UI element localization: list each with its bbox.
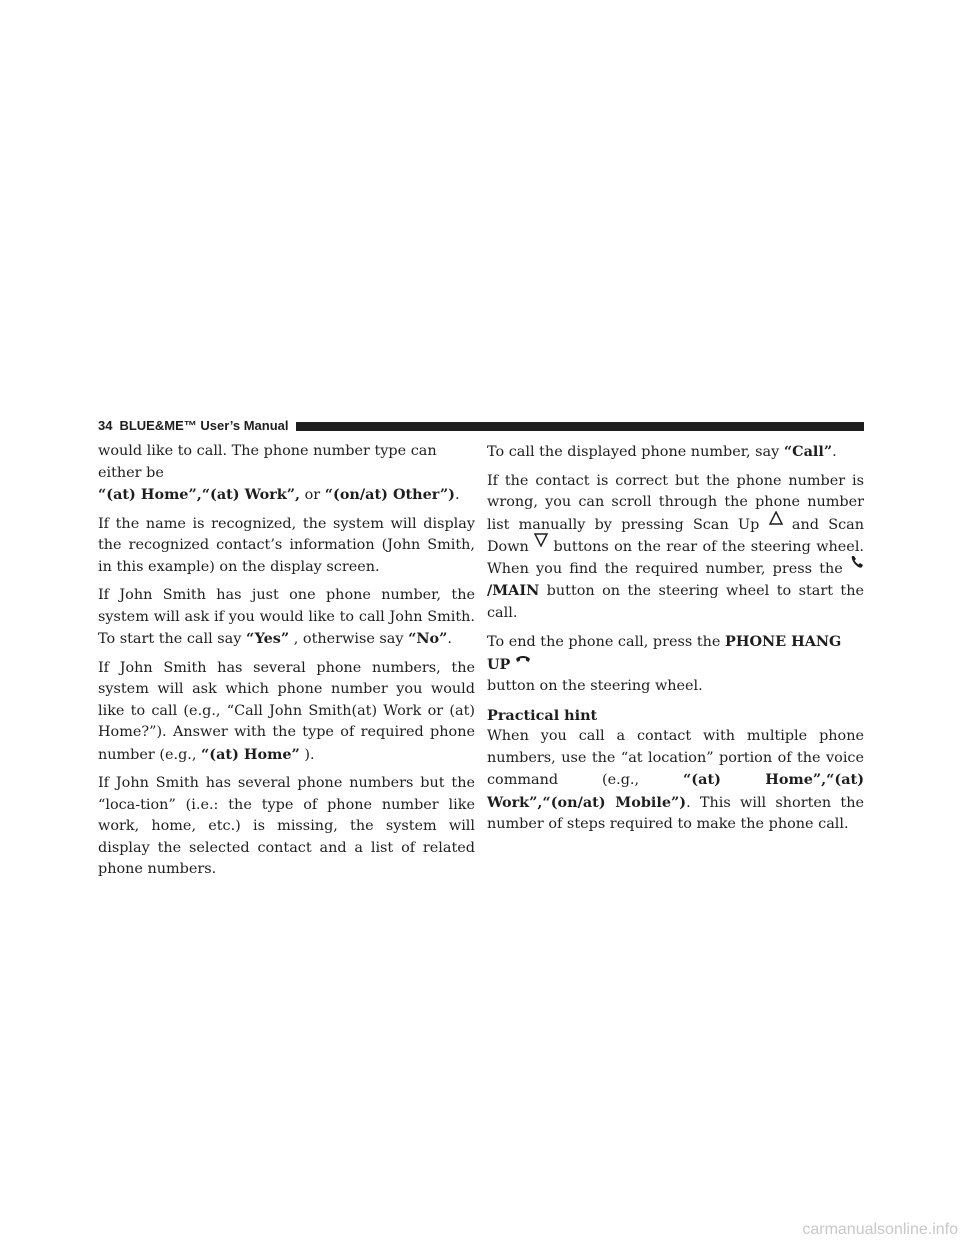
practical-hint-heading: Practical hint (487, 706, 598, 724)
paragraph-number-types (98, 441, 475, 507)
header-text (98, 418, 289, 434)
left-column (98, 441, 475, 888)
command-call: “Call” (783, 443, 833, 460)
text-run: . (454, 487, 460, 503)
text-run: To call the displayed phone number, say (487, 444, 784, 460)
command-yes: “Yes” (245, 630, 290, 647)
text-run: button on the steering wheel. (487, 678, 703, 695)
right-column (487, 441, 864, 843)
phone-pickup-icon (850, 555, 864, 577)
command-at-home: “(at) Home” (201, 745, 300, 763)
paragraph-one-number (98, 585, 475, 651)
text-run: . (832, 444, 837, 460)
hang-up-button-label: PHONE HANG UP (487, 633, 842, 673)
text-run: When you call a contact with multiple phone numbers, use the “at location” portion of the voice command (e.g., (487, 728, 864, 789)
paragraph-call-displayed (487, 441, 864, 464)
main-button-label: /MAIN (487, 582, 540, 600)
text-run: or (300, 487, 325, 503)
text-run: To end the phone call, press the (487, 634, 726, 651)
command-locations: “(at) Home”,“(at) Work”,“(on/at) Mobile”) (487, 771, 865, 811)
text-run: If John Smith has several phone numbers, the system will ask which phone number you would like to call (e.g., “Call John Smith(at) Work or (at) Home?”). Answer with the type of required phone number (e.g., (98, 659, 475, 763)
phone-hang-up-icon (515, 651, 531, 673)
text-run: and Scan Down (487, 516, 865, 555)
text-run: would like to call. The phone number type can either be (98, 443, 437, 481)
paragraph-scroll-numbers (487, 471, 864, 625)
header-rule (296, 422, 864, 431)
page-number: 34 (98, 418, 113, 433)
text-run: . This will shorten the number of steps required to make the phone call. (487, 794, 864, 833)
manual-title: BLUE&ME™ User’s Manual (119, 418, 289, 433)
text-run: ). (299, 746, 315, 763)
paragraph-missing-location: If John Smith has several phone numbers but the “loca-tion” (i.e.: the type of phone number like work, home, etc.) is missing, the system will display the selected contact and a list of related phone numbers. (98, 775, 475, 877)
text-run: . (447, 631, 452, 647)
paragraph-name-recognized: If the name is recognized, the system will display the recognized contact’s information (John Smith, in this example) on the display screen. (98, 515, 475, 575)
command-no: “No” (408, 630, 448, 647)
text-run: If John Smith has just one phone number, the system will ask if you would like to call John Smith. To start the call say (98, 587, 475, 647)
paragraph-practical-hint (487, 726, 864, 836)
command-home-work: “(at) Home”,“(at) Work”, (98, 486, 301, 503)
text-run: If the contact is correct but the phone number is wrong, you can scroll through the phone number list manually by pressing Scan Up (487, 472, 864, 533)
watermark: carmanualsonline.info (802, 1221, 958, 1238)
text-run: button on the steering wheel to start the call. (487, 583, 864, 621)
text-run: , otherwise say (289, 631, 409, 647)
command-other: “(on/at) Other”) (324, 486, 455, 503)
scan-up-icon (769, 511, 783, 533)
text-run: buttons on the rear of the steering wheel. When you find the required number, press the (487, 538, 864, 577)
scan-down-icon (534, 533, 548, 555)
paragraph-several-numbers (98, 658, 475, 767)
paragraph-end-call (487, 631, 864, 698)
page-header (98, 418, 864, 434)
